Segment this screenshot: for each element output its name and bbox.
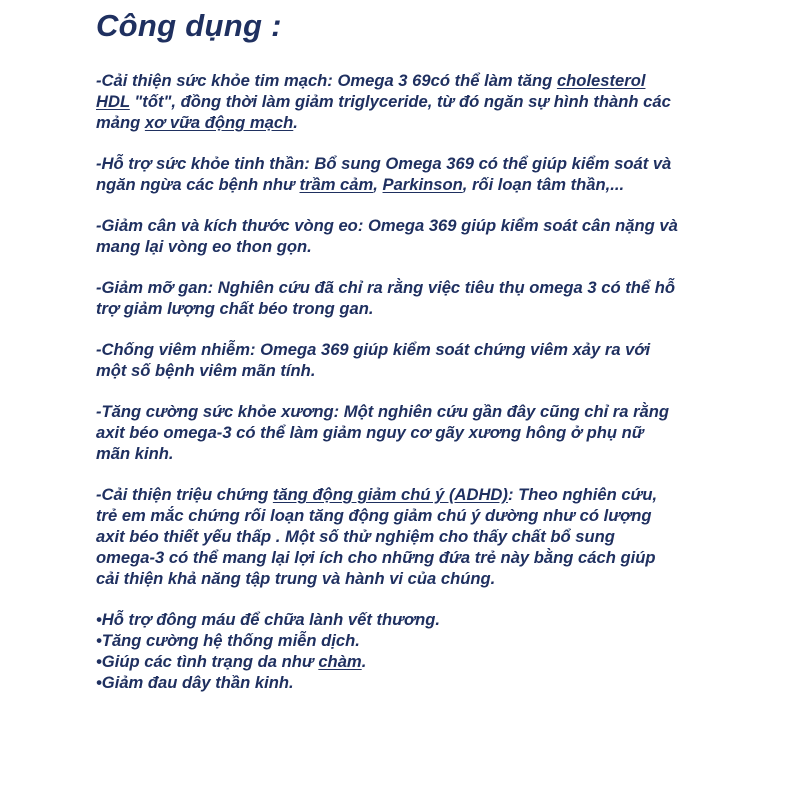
underlined-term: xơ vữa động mạch: [144, 113, 294, 132]
text-line: -Giảm mỡ gan: Nghiên cứu đã chỉ ra rằng việc tiêu thụ omega 3 có thể hỗ: [96, 278, 675, 297]
bullet-item: •Hỗ trợ đông máu để chữa lành vết thương.: [96, 610, 441, 629]
text-line: một số bệnh viêm mãn tính.: [96, 361, 316, 380]
underlined-term: HDL: [96, 92, 130, 111]
underlined-term: Parkinson: [382, 175, 463, 194]
text-line: -Hỗ trợ sức khỏe tinh thần: Bổ sung Omega 369 có thể giúp kiểm soát và: [96, 154, 672, 173]
text-line: omega-3 có thể mang lại lợi ích cho những đứa trẻ này bằng cách giúp: [96, 548, 656, 567]
benefit-paragraph: [96, 339, 736, 381]
benefit-paragraph: [96, 215, 736, 257]
document-body: [96, 70, 736, 693]
bullet-item: •Tăng cường hệ thống miễn dịch.: [96, 631, 360, 650]
bullet-item: •Giảm đau dây thần kinh.: [96, 673, 294, 692]
text-line: trẻ em mắc chứng rối loạn tăng động giảm chú ý dường như có lượng: [96, 506, 652, 525]
text-line: -Tăng cường sức khỏe xương: Một nghiên cứu gần đây cũng chỉ ra rằng: [96, 402, 670, 421]
text-line: cải thiện khả năng tập trung và hành vi của chúng.: [96, 569, 496, 588]
page-title: Công dụng :: [96, 8, 282, 43]
benefit-paragraph: [96, 484, 736, 589]
text-line: mang lại vòng eo thon gọn.: [96, 237, 312, 256]
underlined-term: chàm: [318, 652, 362, 671]
text-line: mãn kinh.: [96, 444, 174, 463]
text-line: axit béo omega-3 có thể làm giảm nguy cơ gãy xương hông ở phụ nữ: [96, 423, 644, 442]
text-line: axit béo thiết yếu thấp . Một số thử nghiệm cho thấy chất bổ sung: [96, 527, 615, 546]
underlined-term: tăng động giảm chú ý (ADHD): [272, 485, 508, 504]
text-line: -Chống viêm nhiễm: Omega 369 giúp kiểm soát chứng viêm xảy ra với: [96, 340, 651, 359]
underlined-term: cholesterol: [556, 71, 646, 90]
benefit-paragraph: [96, 70, 736, 133]
text-line: -Cải thiện sức khỏe tim mạch: Omega 3 69có thể làm tăng cholesterol: [96, 71, 646, 90]
text-line: -Cải thiện triệu chứng tăng động giảm chú ý (ADHD): Theo nghiên cứu,: [96, 485, 658, 504]
bullet-item: •Giúp các tình trạng da như chàm.: [96, 652, 367, 671]
benefit-paragraph: [96, 277, 736, 319]
benefit-paragraph: [96, 153, 736, 195]
bullet-list: [96, 609, 736, 693]
underlined-term: trầm cảm: [299, 175, 374, 194]
text-line: HDL "tốt", đồng thời làm giảm triglyceride, từ đó ngăn sự hình thành các: [96, 92, 671, 111]
text-line: -Giảm cân và kích thước vòng eo: Omega 369 giúp kiểm soát cân nặng và: [96, 216, 678, 235]
text-line: trợ giảm lượng chất béo trong gan.: [96, 299, 374, 318]
benefit-paragraph: [96, 401, 736, 464]
text-line: mảng xơ vữa động mạch.: [96, 113, 298, 132]
text-line: ngăn ngừa các bệnh như trầm cảm, Parkinson, rối loạn tâm thần,...: [96, 175, 625, 194]
